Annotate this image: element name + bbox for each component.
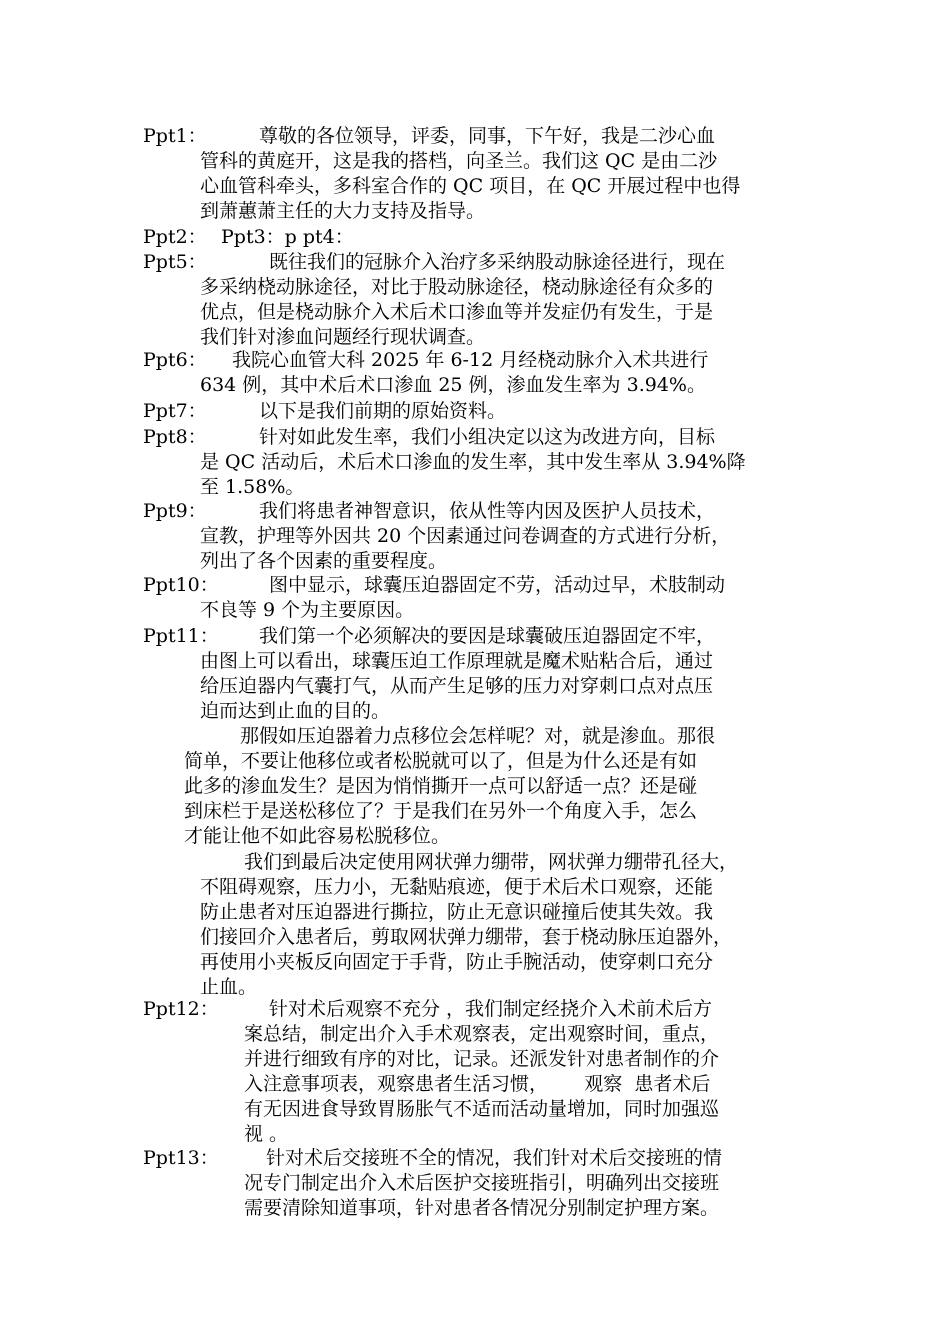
text-line: 针对术后观察不充分 ，我们制定经挠介入术前术后方 bbox=[269, 998, 713, 1020]
text-line: 止血。 bbox=[200, 976, 258, 998]
text-line: 需要清除知道事项，针对患者各情况分别制定护理方案。 bbox=[244, 1197, 720, 1219]
ppt11-label: Ppt11： bbox=[143, 625, 219, 647]
ppt6-label: Ppt6： bbox=[143, 349, 207, 371]
text-line: 列出了各个因素的重要程度。 bbox=[200, 550, 448, 572]
text-line: 至 1.58%。 bbox=[200, 476, 305, 498]
text-line: 尊敬的各位领导，评委，同事，下午好，我是二沙心血 bbox=[259, 125, 716, 147]
text-line: 防止患者对压迫器进行撕拉，防止无意识碰撞后使其失效。我 bbox=[200, 901, 714, 923]
text-line: 我们针对渗血问题经行现状调查。 bbox=[200, 326, 486, 348]
text-line: 634 例，其中术后术口渗血 25 例，渗血发生率为 3.94%。 bbox=[200, 374, 706, 396]
text-line: 我们到最后决定使用网状弹力绷带，网状弹力绷带孔径大， bbox=[244, 851, 739, 873]
text-line: 到床栏于是送松移位了？于是我们在另外一个角度入手，怎么 bbox=[184, 800, 698, 822]
text-line: 不阻碍观察，压力小，无黏贴痕迹，便于术后术口观察，还能 bbox=[200, 876, 714, 898]
text-line: 我们第一个必须解决的要因是球囊破压迫器固定不牢， bbox=[259, 625, 716, 647]
text-line: 那假如压迫器着力点移位会怎样呢？对，就是渗血。那很 bbox=[240, 725, 716, 747]
text-line: 多采纳桡动脉途径，对比于股动脉途径，桡动脉途径有众多的 bbox=[200, 276, 714, 298]
text-line: 并进行细致有序的对比，记录。还派发针对患者制作的介 bbox=[244, 1048, 720, 1070]
text-line: 入注意事项表，观察患者生活习惯， 观察 患者术后 bbox=[244, 1073, 711, 1095]
text-line: 由图上可以看出，球囊压迫工作原理就是魔术贴粘合后，通过 bbox=[200, 650, 714, 672]
ppt2-label: Ppt2： bbox=[143, 226, 207, 248]
text-line: 优点，但是桡动脉介入术后术口渗血等并发症仍有发生，于是 bbox=[200, 301, 714, 323]
text-line: 给压迫器内气囊打气，从而产生足够的压力对穿刺口点对点压 bbox=[200, 675, 714, 697]
text-line: 案总结，制定出介入手术观察表，定出观察时间，重点， bbox=[244, 1023, 720, 1045]
ppt10-label: Ppt10： bbox=[143, 574, 219, 596]
text-line: 我院心血管大科 2025 年 6-12 月经桡动脉介入术共进行 bbox=[232, 349, 709, 371]
ppt9-label: Ppt9： bbox=[143, 500, 207, 522]
text-line: Ppt3：p pt4： bbox=[221, 226, 354, 248]
text-line: 简单，不要让他移位或者松脱就可以了，但是为什么还是有如 bbox=[184, 750, 698, 772]
text-line: 管科的黄庭开，这是我的搭档，向圣兰。我们这 QC 是由二沙 bbox=[200, 150, 718, 172]
text-line: 有无因进食导致胃肠胀气不适而活动量增加，同时加强巡 bbox=[244, 1098, 720, 1120]
text-line: 不良等 9 个为主要原因。 bbox=[200, 599, 415, 621]
text-line: 况专门制定出介入术后医护交接班指引，明确列出交接班 bbox=[244, 1172, 720, 1194]
text-line: 是 QC 活动后，术后术口渗血的发生率，其中发生率从 3.94%降 bbox=[200, 451, 746, 473]
text-line: 迫而达到止血的目的。 bbox=[200, 700, 391, 722]
text-line: 针对如此发生率，我们小组决定以这为改进方向，目标 bbox=[259, 426, 716, 448]
ppt5-label: Ppt5： bbox=[143, 251, 207, 273]
ppt1-label: Ppt1： bbox=[143, 125, 207, 147]
ppt7-label: Ppt7： bbox=[143, 400, 207, 422]
text-line: 此多的渗血发生？是因为悄悄撕开一点可以舒适一点？还是碰 bbox=[184, 775, 698, 797]
ppt13-label: Ppt13： bbox=[143, 1147, 219, 1169]
text-line: 我们将患者神智意识，依从性等内因及医护人员技术， bbox=[259, 500, 716, 522]
ppt12-label: Ppt12： bbox=[143, 998, 219, 1020]
text-line: 图中显示，球囊压迫器固定不劳，活动过早，术肢制动 bbox=[269, 574, 726, 596]
text-line: 们接回介入患者后，剪取网状弹力绷带，套于桡动脉压迫器外， bbox=[200, 926, 733, 948]
text-line: 再使用小夹板反向固定于手背，防止手腕活动，使穿刺口充分 bbox=[200, 951, 714, 973]
text-line: 既往我们的冠脉介入治疗多采纳股动脉途径进行，现在 bbox=[269, 251, 726, 273]
ppt8-label: Ppt8： bbox=[143, 426, 207, 448]
text-line: 心血管科牵头，多科室合作的 QC 项目，在 QC 开展过程中也得 bbox=[200, 175, 741, 197]
text-line: 到萧蕙萧主任的大力支持及指导。 bbox=[200, 200, 486, 222]
text-line: 视 。 bbox=[244, 1123, 289, 1145]
text-line: 针对术后交接班不全的情况，我们针对术后交接班的情 bbox=[266, 1147, 723, 1169]
text-line: 才能让他不如此容易松脱移位。 bbox=[184, 825, 451, 847]
text-line: 以下是我们前期的原始资料。 bbox=[259, 400, 507, 422]
text-line: 宣教，护理等外因共 20 个因素通过问卷调查的方式进行分析， bbox=[200, 525, 731, 547]
